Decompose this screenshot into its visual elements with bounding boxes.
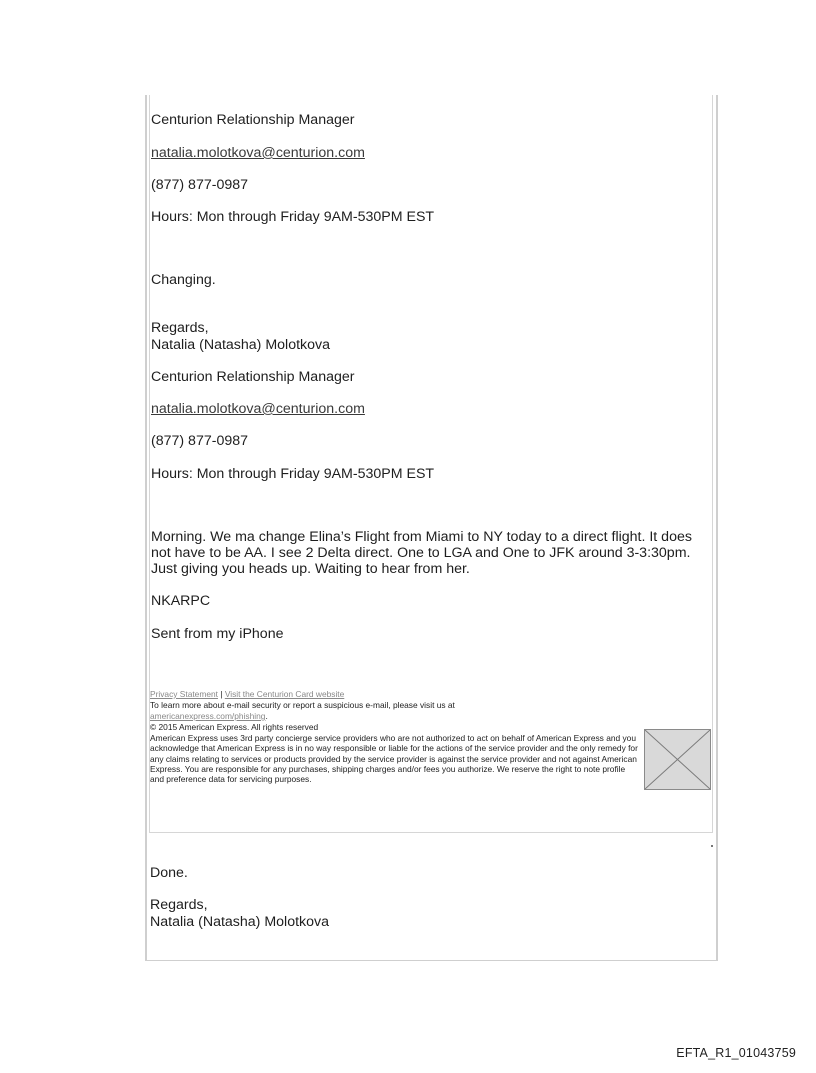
- message-regards: Regards,: [151, 320, 209, 336]
- message-body-line: Just giving you heads up. Waiting to hear from her.: [151, 561, 470, 577]
- stray-mark: [711, 845, 713, 847]
- signature-email-link[interactable]: natalia.molotkova@centurion.com: [151, 401, 365, 417]
- broken-image-placeholder: [644, 729, 711, 790]
- footer-links: [150, 689, 344, 699]
- phishing-link[interactable]: americanexpress.com/phishing: [150, 711, 266, 721]
- centurion-website-link[interactable]: Visit the Centurion Card website: [224, 689, 345, 699]
- message-body-line: not have to be AA. I see 2 Delta direct. One to LGA and One to JFK around 3-3:30pm.: [151, 545, 691, 561]
- privacy-statement-link[interactable]: Privacy Statement: [150, 689, 218, 699]
- reply-regards: Regards,: [150, 897, 208, 913]
- signature-phone: (877) 877-0987: [151, 433, 249, 449]
- signature-phone: (877) 877-0987: [151, 177, 249, 193]
- signature-hours: Hours: Mon through Friday 9AM-530PM EST: [151, 466, 435, 482]
- document-id: EFTA_R1_01043759: [676, 1046, 796, 1060]
- message-body-line: Morning. We ma change Elina’s Flight from Miami to NY today to a direct flight. It does: [151, 529, 692, 545]
- message-body: Changing.: [151, 272, 216, 288]
- phishing-line: [150, 711, 268, 721]
- security-notice: To learn more about e-mail security or report a suspicious e-mail, please visit us at: [150, 700, 455, 710]
- message-signature: Sent from my iPhone: [151, 626, 284, 642]
- broken-image-icon: [645, 730, 710, 789]
- signature-title: Centurion Relationship Manager: [151, 369, 355, 385]
- message-sender-initials: NKARPC: [151, 593, 211, 609]
- copyright: © 2015 American Express. All rights reserved: [150, 722, 319, 732]
- phishing-period: .: [265, 711, 268, 721]
- legal-disclaimer: American Express uses 3rd party concierge service providers who are not authorized to act on behalf of American Express and you acknowledge that American Express is in no way responsible or liable for the actions of the service provider and the only remedy for any claims relating to services or products provided by the service provider is against the service provider and not against American Express. You are responsible for any purchases, shipping charges and/or fees you authorize. We reserve the right to note profile and preference data for servicing purposes.: [150, 733, 638, 785]
- signature-title: Centurion Relationship Manager: [151, 112, 355, 128]
- sender-name: Natalia (Natasha) Molotkova: [151, 337, 330, 353]
- reply-body: Done.: [150, 865, 188, 881]
- link-separator: |: [217, 689, 225, 699]
- signature-hours: Hours: Mon through Friday 9AM-530PM EST: [151, 209, 435, 225]
- reply-sender-name: Natalia (Natasha) Molotkova: [150, 914, 329, 930]
- signature-email-link[interactable]: natalia.molotkova@centurion.com: [151, 145, 365, 161]
